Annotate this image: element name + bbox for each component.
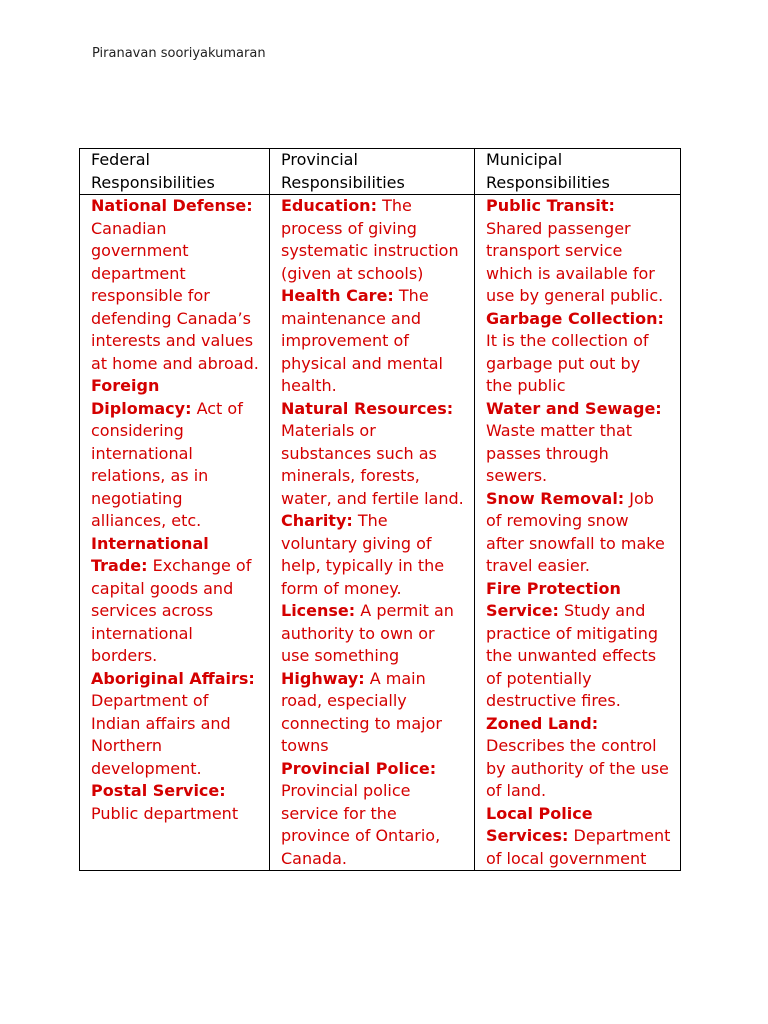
- definition: A permit an authority to own or use something: [281, 601, 454, 665]
- federal-entry-aboriginal-affairs: [91, 668, 260, 781]
- term: Foreign Diplomacy:: [91, 376, 192, 418]
- provincial-entry-license: [281, 600, 465, 668]
- provincial-entry-highway: [281, 668, 465, 758]
- responsibilities-table: [79, 148, 681, 871]
- header-municipal: Municipal Responsibilities: [475, 149, 681, 195]
- definition: Study and practice of mitigating the unwanted effects of potentially destructive fires.: [486, 601, 659, 710]
- term: National Defense:: [91, 196, 253, 215]
- municipal-entry-fire-protection: [486, 578, 671, 713]
- definition: The voluntary giving of help, typically in the form of money.: [281, 511, 445, 598]
- definition: Exchange of capital goods and services across international borders.: [91, 556, 252, 665]
- definition: Describes the control by authority of the use of land.: [486, 736, 669, 800]
- term: License:: [281, 601, 356, 620]
- definition: Materials or substances such as minerals, forests, water, and fertile land.: [281, 421, 464, 508]
- municipal-entry-water-and-sewage: [486, 398, 671, 488]
- term: Snow Removal:: [486, 488, 625, 508]
- term: Local Police Services:: [486, 803, 593, 845]
- term: Aboriginal Affairs:: [91, 668, 255, 688]
- header-federal: Federal Responsibilities: [80, 149, 270, 195]
- term: Natural Resources:: [281, 398, 454, 418]
- header-provincial: Provincial Responsibilities: [270, 149, 475, 195]
- term: Public Transit:: [486, 196, 615, 215]
- definition: Job of removing snow after snowfall to make travel easier.: [486, 488, 665, 575]
- definition: A main road, especially connecting to major towns: [281, 668, 442, 755]
- term: Postal Service:: [91, 781, 226, 800]
- term: International Trade:: [91, 533, 209, 575]
- term: Health Care:: [281, 286, 394, 305]
- definition: It is the collection of garbage put out by the public: [486, 331, 649, 395]
- definition: Shared passenger transport service which is available for use by general public.: [486, 218, 664, 305]
- term: Fire Protection Service:: [486, 578, 621, 620]
- definition: The process of giving systematic instruction (given at schools): [281, 196, 459, 283]
- federal-entry-foreign-diplomacy: [91, 375, 260, 533]
- federal-entry-postal-service: [91, 780, 260, 825]
- municipal-entry-local-police: [486, 803, 671, 871]
- term: Provincial Police:: [281, 758, 437, 778]
- definition: The maintenance and improvement of physical and mental health.: [281, 286, 443, 395]
- provincial-entry-education: [281, 195, 465, 285]
- term: Zoned Land:: [486, 713, 599, 733]
- definition: Act of considering international relations, as in negotiating alliances, etc.: [91, 398, 243, 530]
- term: Garbage Collection:: [486, 308, 664, 328]
- table-header-row: [80, 149, 681, 195]
- federal-entry-national-defense: [91, 195, 260, 375]
- provincial-entry-provincial-police: [281, 758, 465, 871]
- provincial-entry-natural-resources: [281, 398, 465, 511]
- term: Education:: [281, 196, 377, 215]
- term: Charity:: [281, 511, 353, 530]
- provincial-entry-charity: [281, 510, 465, 600]
- definition: Provincial police service for the province of Ontario, Canada.: [281, 781, 441, 868]
- federal-entry-international-trade: [91, 533, 260, 668]
- definition: Department of Indian affairs and Northern development.: [91, 691, 231, 778]
- municipal-entry-zoned-land: [486, 713, 671, 803]
- municipal-entry-public-transit: [486, 195, 671, 308]
- author-name: Piranavan sooriyakumaran: [92, 46, 266, 61]
- municipal-cell: [475, 195, 681, 871]
- federal-cell: [80, 195, 270, 871]
- definition: Canadian government department responsible for defending Canada’s interests and values at home and abroad.: [91, 218, 259, 373]
- definition: Public department: [91, 803, 239, 823]
- provincial-entry-health-care: [281, 285, 465, 398]
- definition: Department of local government: [486, 826, 671, 868]
- municipal-entry-snow-removal: [486, 488, 671, 578]
- definition: Waste matter that passes through sewers.: [486, 421, 633, 485]
- term: Highway:: [281, 668, 365, 688]
- provincial-cell: [270, 195, 475, 871]
- municipal-entry-garbage-collection: [486, 308, 671, 398]
- term: Water and Sewage:: [486, 398, 662, 418]
- table-row: [80, 195, 681, 871]
